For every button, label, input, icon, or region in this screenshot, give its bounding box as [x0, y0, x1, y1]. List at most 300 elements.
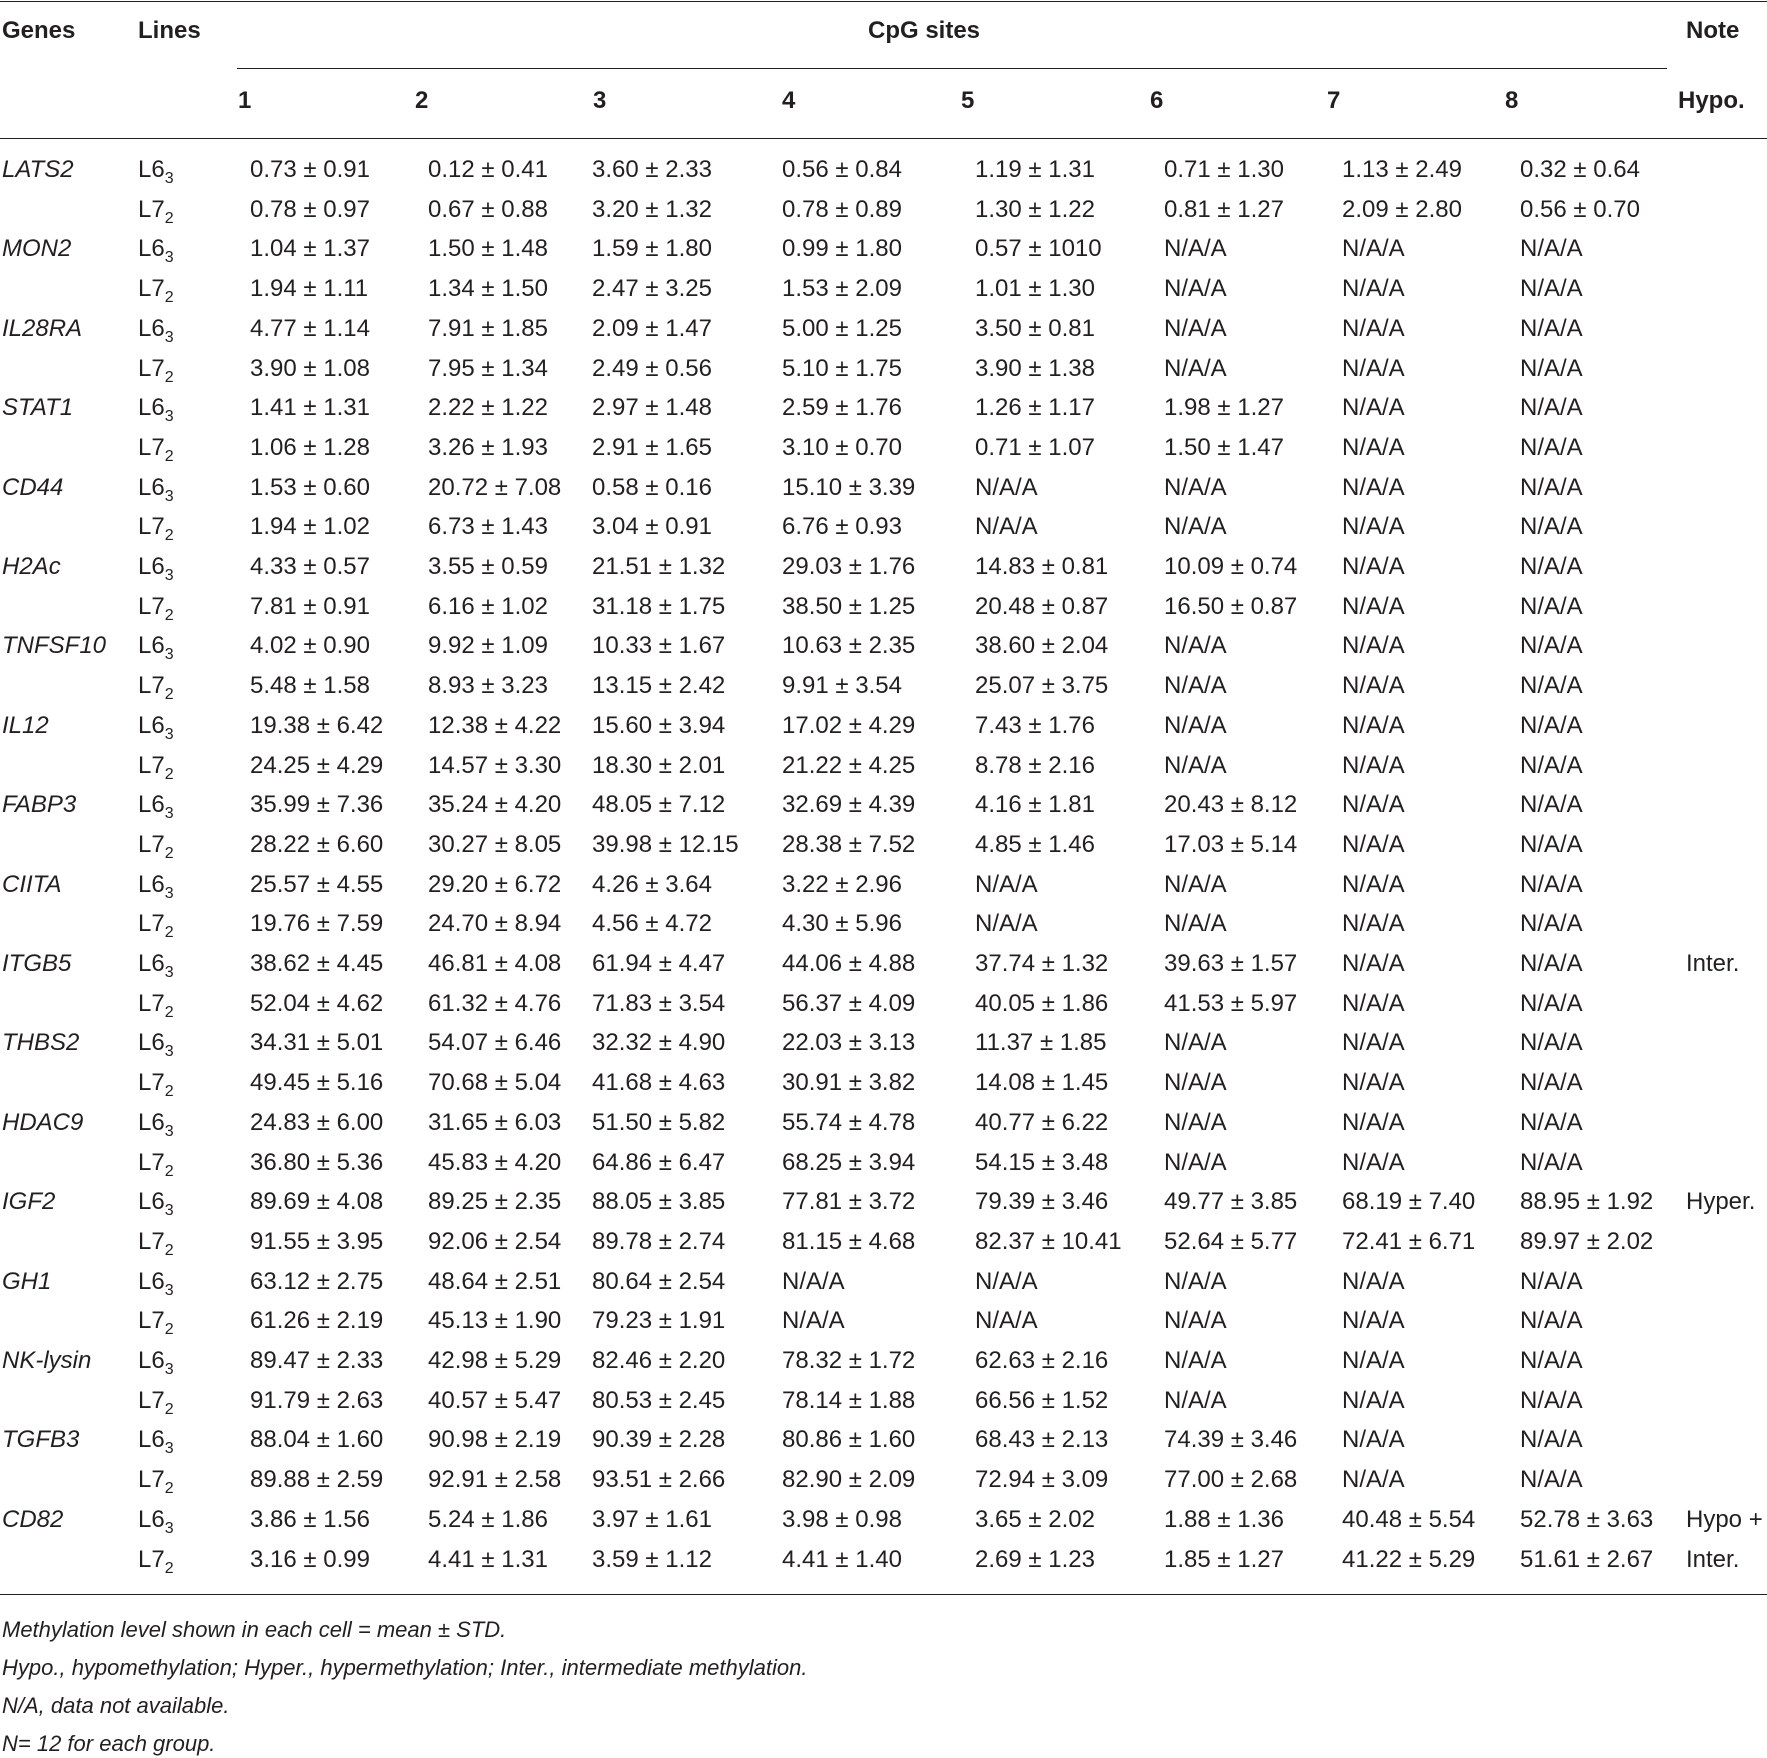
line-label: [138, 195, 174, 225]
value-cell-site-6: 52.64 ± 5.77: [1164, 1228, 1298, 1255]
value-cell-site-3: 3.60 ± 2.33: [592, 156, 712, 183]
line-label-subscript: 3: [164, 1520, 174, 1537]
line-label: [138, 870, 174, 900]
gene-name: CD82: [2, 1506, 64, 1533]
value-cell-site-8: N/A/A: [1520, 474, 1583, 501]
line-label-subscript: 2: [164, 289, 174, 306]
line-label-base: L7: [138, 1069, 165, 1096]
site-header-2: 2: [415, 87, 429, 114]
gene-name: LATS2: [2, 156, 74, 183]
value-cell-site-1: 4.33 ± 0.57: [250, 553, 370, 580]
value-cell-site-1: 88.04 ± 1.60: [250, 1426, 384, 1453]
line-label-subscript: 2: [164, 686, 174, 703]
table-row: [0, 473, 1767, 505]
value-cell-site-2: 6.16 ± 1.02: [428, 593, 548, 620]
line-label-base: L7: [138, 1307, 165, 1334]
value-cell-site-6: 1.50 ± 1.47: [1164, 434, 1284, 461]
line-label: [138, 393, 174, 423]
value-cell-site-1: 63.12 ± 2.75: [250, 1268, 384, 1295]
bottom-rule: [0, 1594, 1767, 1595]
value-cell-site-7: N/A/A: [1342, 1069, 1405, 1096]
value-cell-site-5: 82.37 ± 10.41: [975, 1228, 1122, 1255]
value-cell-site-3: 21.51 ± 1.32: [592, 553, 726, 580]
value-cell-site-1: 61.26 ± 2.19: [250, 1307, 384, 1334]
value-cell-site-2: 0.67 ± 0.88: [428, 196, 548, 223]
value-cell-site-3: 88.05 ± 3.85: [592, 1188, 726, 1215]
line-label: [138, 1545, 174, 1575]
value-cell-site-3: 15.60 ± 3.94: [592, 712, 726, 739]
line-label-base: L7: [138, 1387, 165, 1414]
value-cell-site-3: 2.47 ± 3.25: [592, 275, 712, 302]
line-label-subscript: 2: [164, 924, 174, 941]
value-cell-site-5: 38.60 ± 2.04: [975, 632, 1109, 659]
value-cell-site-4: N/A/A: [782, 1268, 845, 1295]
line-label: [138, 631, 174, 661]
value-cell-site-1: 35.99 ± 7.36: [250, 791, 384, 818]
value-cell-site-5: 20.48 ± 0.87: [975, 593, 1109, 620]
table-row: [0, 314, 1767, 346]
value-cell-site-4: 5.00 ± 1.25: [782, 315, 902, 342]
line-label-base: L7: [138, 1466, 165, 1493]
table-row: [0, 1505, 1767, 1537]
value-cell-site-5: 1.30 ± 1.22: [975, 196, 1095, 223]
value-cell-site-1: 3.16 ± 0.99: [250, 1546, 370, 1573]
table-row: [0, 393, 1767, 425]
value-cell-site-8: N/A/A: [1520, 1109, 1583, 1136]
value-cell-site-4: 22.03 ± 3.13: [782, 1029, 916, 1056]
value-cell-site-2: 92.91 ± 2.58: [428, 1466, 562, 1493]
value-cell-site-5: 66.56 ± 1.52: [975, 1387, 1109, 1414]
value-cell-site-1: 89.47 ± 2.33: [250, 1347, 384, 1374]
value-cell-site-4: 9.91 ± 3.54: [782, 672, 902, 699]
value-cell-site-8: N/A/A: [1520, 910, 1583, 937]
value-cell-site-5: 1.19 ± 1.31: [975, 156, 1095, 183]
note-cell: Inter.: [1686, 1546, 1740, 1573]
line-label-base: L7: [138, 593, 165, 620]
value-cell-site-6: 77.00 ± 2.68: [1164, 1466, 1298, 1493]
value-cell-site-5: 0.57 ± 1010: [975, 235, 1102, 262]
value-cell-site-2: 1.34 ± 1.50: [428, 275, 548, 302]
value-cell-site-2: 89.25 ± 2.35: [428, 1188, 562, 1215]
site-header-5: 5: [961, 87, 975, 114]
line-label-base: L7: [138, 513, 165, 540]
value-cell-site-7: N/A/A: [1342, 235, 1405, 262]
value-cell-site-5: 3.65 ± 2.02: [975, 1506, 1095, 1533]
value-cell-site-3: 82.46 ± 2.20: [592, 1347, 726, 1374]
line-label-subscript: 3: [164, 329, 174, 346]
value-cell-site-6: N/A/A: [1164, 1268, 1227, 1295]
value-cell-site-1: 52.04 ± 4.62: [250, 990, 384, 1017]
value-cell-site-4: 0.56 ± 0.84: [782, 156, 902, 183]
value-cell-site-2: 90.98 ± 2.19: [428, 1426, 562, 1453]
site-header-7: 7: [1327, 87, 1341, 114]
table-row: [0, 1148, 1767, 1180]
value-cell-site-4: 38.50 ± 1.25: [782, 593, 916, 620]
line-label-base: L6: [138, 1188, 165, 1215]
value-cell-site-3: 80.64 ± 2.54: [592, 1268, 726, 1295]
line-label-subscript: 3: [164, 408, 174, 425]
value-cell-site-5: 40.05 ± 1.86: [975, 990, 1109, 1017]
value-cell-site-7: N/A/A: [1342, 712, 1405, 739]
line-label-subscript: 3: [164, 249, 174, 266]
value-cell-site-1: 0.78 ± 0.97: [250, 196, 370, 223]
table-row: [0, 1068, 1767, 1100]
value-cell-site-5: 68.43 ± 2.13: [975, 1426, 1109, 1453]
table-row: [0, 870, 1767, 902]
value-cell-site-4: 2.59 ± 1.76: [782, 394, 902, 421]
value-cell-site-4: 17.02 ± 4.29: [782, 712, 916, 739]
value-cell-site-5: 37.74 ± 1.32: [975, 950, 1109, 977]
line-label: [138, 592, 174, 622]
value-cell-site-1: 89.88 ± 2.59: [250, 1466, 384, 1493]
table-row: [0, 989, 1767, 1021]
footnote-3: N/A, data not available.: [2, 1693, 230, 1718]
value-cell-site-1: 28.22 ± 6.60: [250, 831, 384, 858]
value-cell-site-7: N/A/A: [1342, 950, 1405, 977]
value-cell-site-7: N/A/A: [1342, 632, 1405, 659]
line-label-base: L6: [138, 235, 165, 262]
value-cell-site-3: 64.86 ± 6.47: [592, 1149, 726, 1176]
gene-name: TNFSF10: [2, 632, 107, 659]
gene-name: IL28RA: [2, 315, 83, 342]
line-label-base: L7: [138, 1546, 165, 1573]
line-label: [138, 314, 174, 344]
value-cell-site-3: 89.78 ± 2.74: [592, 1228, 726, 1255]
line-label-subscript: 2: [164, 607, 174, 624]
value-cell-site-5: N/A/A: [975, 1268, 1038, 1295]
value-cell-site-6: 10.09 ± 0.74: [1164, 553, 1298, 580]
table-row: [0, 1425, 1767, 1457]
line-label: [138, 1267, 174, 1297]
value-cell-site-3: 4.26 ± 3.64: [592, 871, 712, 898]
value-cell-site-1: 89.69 ± 4.08: [250, 1188, 384, 1215]
value-cell-site-7: 41.22 ± 5.29: [1342, 1546, 1476, 1573]
line-label: [138, 552, 174, 582]
line-label-base: L6: [138, 632, 165, 659]
value-cell-site-7: 1.13 ± 2.49: [1342, 156, 1462, 183]
value-cell-site-4: 1.53 ± 2.09: [782, 275, 902, 302]
value-cell-site-2: 29.20 ± 6.72: [428, 871, 562, 898]
table-row: [0, 512, 1767, 544]
value-cell-site-7: N/A/A: [1342, 474, 1405, 501]
value-cell-site-2: 24.70 ± 8.94: [428, 910, 562, 937]
value-cell-site-1: 1.94 ± 1.02: [250, 513, 370, 540]
line-label: [138, 1227, 174, 1257]
value-cell-site-2: 30.27 ± 8.05: [428, 831, 562, 858]
value-cell-site-2: 14.57 ± 3.30: [428, 752, 562, 779]
value-cell-site-8: N/A/A: [1520, 275, 1583, 302]
value-cell-site-3: 41.68 ± 4.63: [592, 1069, 726, 1096]
value-cell-site-1: 19.38 ± 6.42: [250, 712, 384, 739]
value-cell-site-4: 28.38 ± 7.52: [782, 831, 916, 858]
value-cell-site-6: N/A/A: [1164, 871, 1227, 898]
table-row: [0, 1386, 1767, 1418]
value-cell-site-4: 0.99 ± 1.80: [782, 235, 902, 262]
value-cell-site-3: 3.04 ± 0.91: [592, 513, 712, 540]
value-cell-site-5: 40.77 ± 6.22: [975, 1109, 1109, 1136]
gene-name: CD44: [2, 474, 64, 501]
value-cell-site-5: 1.26 ± 1.17: [975, 394, 1095, 421]
value-cell-site-2: 5.24 ± 1.86: [428, 1506, 548, 1533]
value-cell-site-2: 7.95 ± 1.34: [428, 355, 548, 382]
value-cell-site-4: 81.15 ± 4.68: [782, 1228, 916, 1255]
value-cell-site-2: 54.07 ± 6.46: [428, 1029, 562, 1056]
value-cell-site-6: 1.88 ± 1.36: [1164, 1506, 1284, 1533]
top-rule: [0, 1, 1767, 2]
value-cell-site-6: N/A/A: [1164, 712, 1227, 739]
value-cell-site-1: 1.53 ± 0.60: [250, 474, 370, 501]
value-cell-site-5: N/A/A: [975, 474, 1038, 501]
value-cell-site-1: 24.25 ± 4.29: [250, 752, 384, 779]
value-cell-site-2: 8.93 ± 3.23: [428, 672, 548, 699]
value-cell-site-4: 80.86 ± 1.60: [782, 1426, 916, 1453]
value-cell-site-5: 2.69 ± 1.23: [975, 1546, 1095, 1573]
value-cell-site-3: 18.30 ± 2.01: [592, 752, 726, 779]
value-cell-site-1: 34.31 ± 5.01: [250, 1029, 384, 1056]
value-cell-site-7: N/A/A: [1342, 1466, 1405, 1493]
line-label-subscript: 2: [164, 766, 174, 783]
table-row: [0, 234, 1767, 266]
line-label-base: L7: [138, 910, 165, 937]
value-cell-site-1: 3.90 ± 1.08: [250, 355, 370, 382]
value-cell-site-3: 3.59 ± 1.12: [592, 1546, 712, 1573]
value-cell-site-5: 25.07 ± 3.75: [975, 672, 1109, 699]
value-cell-site-6: N/A/A: [1164, 752, 1227, 779]
value-cell-site-8: N/A/A: [1520, 1466, 1583, 1493]
value-cell-site-2: 31.65 ± 6.03: [428, 1109, 562, 1136]
line-label-base: L6: [138, 712, 165, 739]
value-cell-site-2: 3.26 ± 1.93: [428, 434, 548, 461]
value-cell-site-2: 3.55 ± 0.59: [428, 553, 548, 580]
value-cell-site-6: 0.71 ± 1.30: [1164, 156, 1284, 183]
line-label-subscript: 2: [164, 1083, 174, 1100]
value-cell-site-5: 1.01 ± 1.30: [975, 275, 1095, 302]
table-row: [0, 790, 1767, 822]
table-row: [0, 751, 1767, 783]
value-cell-site-7: N/A/A: [1342, 831, 1405, 858]
site-header-4: 4: [782, 87, 796, 114]
value-cell-site-8: N/A/A: [1520, 1426, 1583, 1453]
line-label-subscript: 2: [164, 1560, 174, 1577]
value-cell-site-3: 2.09 ± 1.47: [592, 315, 712, 342]
value-cell-site-7: N/A/A: [1342, 1109, 1405, 1136]
value-cell-site-6: 17.03 ± 5.14: [1164, 831, 1298, 858]
value-cell-site-1: 1.04 ± 1.37: [250, 235, 370, 262]
value-cell-site-2: 70.68 ± 5.04: [428, 1069, 562, 1096]
line-label: [138, 1346, 174, 1376]
value-cell-site-4: 56.37 ± 4.09: [782, 990, 916, 1017]
line-label: [138, 1108, 174, 1138]
line-label-base: L6: [138, 1109, 165, 1136]
value-cell-site-8: N/A/A: [1520, 394, 1583, 421]
value-cell-site-2: 46.81 ± 4.08: [428, 950, 562, 977]
value-cell-site-6: 1.85 ± 1.27: [1164, 1546, 1284, 1573]
value-cell-site-1: 0.73 ± 0.91: [250, 156, 370, 183]
line-label-base: L6: [138, 1506, 165, 1533]
line-label-base: L6: [138, 791, 165, 818]
value-cell-site-6: N/A/A: [1164, 235, 1227, 262]
value-cell-site-7: N/A/A: [1342, 275, 1405, 302]
value-cell-site-7: N/A/A: [1342, 1347, 1405, 1374]
value-cell-site-8: N/A/A: [1520, 950, 1583, 977]
site-header-8: 8: [1505, 87, 1519, 114]
value-cell-site-5: 14.08 ± 1.45: [975, 1069, 1109, 1096]
value-cell-site-1: 1.94 ± 1.11: [250, 275, 369, 302]
site-header-3: 3: [593, 87, 607, 114]
gene-name: MON2: [2, 235, 72, 262]
value-cell-site-3: 3.20 ± 1.32: [592, 196, 712, 223]
value-cell-site-8: N/A/A: [1520, 712, 1583, 739]
line-label: [138, 1068, 174, 1098]
line-label-subscript: 3: [164, 885, 174, 902]
value-cell-site-6: N/A/A: [1164, 1149, 1227, 1176]
value-cell-site-6: N/A/A: [1164, 672, 1227, 699]
note-cell: Hyper.: [1686, 1188, 1756, 1215]
value-cell-site-1: 7.81 ± 0.91: [250, 593, 370, 620]
line-label: [138, 989, 174, 1019]
line-label-base: L6: [138, 394, 165, 421]
footnote-2: Hypo., hypomethylation; Hyper., hypermethylation; Inter., intermediate methylation.: [2, 1655, 808, 1680]
line-label-subscript: 3: [164, 1361, 174, 1378]
value-cell-site-3: 48.05 ± 7.12: [592, 791, 726, 818]
value-cell-site-1: 1.41 ± 1.31: [250, 394, 370, 421]
value-cell-site-8: N/A/A: [1520, 1387, 1583, 1414]
value-cell-site-2: 9.92 ± 1.09: [428, 632, 548, 659]
value-cell-site-5: 79.39 ± 3.46: [975, 1188, 1109, 1215]
value-cell-site-6: 41.53 ± 5.97: [1164, 990, 1298, 1017]
header-genes: Genes: [2, 17, 76, 44]
value-cell-site-6: N/A/A: [1164, 355, 1227, 382]
value-cell-site-3: 71.83 ± 3.54: [592, 990, 726, 1017]
value-cell-site-2: 48.64 ± 2.51: [428, 1268, 562, 1295]
line-label-subscript: 3: [164, 567, 174, 584]
table-row: [0, 592, 1767, 624]
value-cell-site-4: 4.41 ± 1.40: [782, 1546, 902, 1573]
value-cell-site-3: 93.51 ± 2.66: [592, 1466, 726, 1493]
value-cell-site-1: 38.62 ± 4.45: [250, 950, 384, 977]
table-row: [0, 631, 1767, 663]
line-label-subscript: 2: [164, 1321, 174, 1338]
value-cell-site-8: 88.95 ± 1.92: [1520, 1188, 1654, 1215]
gene-name: H2Ac: [2, 553, 61, 580]
value-cell-site-2: 35.24 ± 4.20: [428, 791, 562, 818]
value-cell-site-1: 5.48 ± 1.58: [250, 672, 370, 699]
value-cell-site-8: N/A/A: [1520, 553, 1583, 580]
value-cell-site-1: 19.76 ± 7.59: [250, 910, 384, 937]
value-cell-site-6: 39.63 ± 1.57: [1164, 950, 1298, 977]
line-label-subscript: 2: [164, 1401, 174, 1418]
table-row: [0, 1346, 1767, 1378]
value-cell-site-7: N/A/A: [1342, 553, 1405, 580]
value-cell-site-2: 61.32 ± 4.76: [428, 990, 562, 1017]
value-cell-site-7: N/A/A: [1342, 394, 1405, 421]
value-cell-site-4: 3.22 ± 2.96: [782, 871, 902, 898]
value-cell-site-7: N/A/A: [1342, 1149, 1405, 1176]
value-cell-site-5: 3.50 ± 0.81: [975, 315, 1095, 342]
value-cell-site-3: 39.98 ± 12.15: [592, 831, 739, 858]
line-label: [138, 274, 174, 304]
value-cell-site-2: 7.91 ± 1.85: [428, 315, 548, 342]
note-cell: Inter.: [1686, 950, 1740, 977]
value-cell-site-6: N/A/A: [1164, 632, 1227, 659]
header-lines: Lines: [138, 17, 201, 44]
line-label: [138, 354, 174, 384]
value-cell-site-6: N/A/A: [1164, 474, 1227, 501]
value-cell-site-2: 45.83 ± 4.20: [428, 1149, 562, 1176]
value-cell-site-5: 54.15 ± 3.48: [975, 1149, 1109, 1176]
site-header-6: 6: [1150, 87, 1164, 114]
value-cell-site-7: 72.41 ± 6.71: [1342, 1228, 1476, 1255]
value-cell-site-8: N/A/A: [1520, 1268, 1583, 1295]
line-label-base: L6: [138, 474, 165, 501]
line-label-base: L6: [138, 156, 165, 183]
line-label-subscript: 3: [164, 646, 174, 663]
value-cell-site-6: N/A/A: [1164, 1109, 1227, 1136]
line-label: [138, 1465, 174, 1495]
value-cell-site-5: 0.71 ± 1.07: [975, 434, 1095, 461]
value-cell-site-7: N/A/A: [1342, 1387, 1405, 1414]
value-cell-site-8: N/A/A: [1520, 235, 1583, 262]
header-rule: [0, 138, 1767, 139]
value-cell-site-5: N/A/A: [975, 1307, 1038, 1334]
value-cell-site-6: N/A/A: [1164, 1307, 1227, 1334]
value-cell-site-6: N/A/A: [1164, 1387, 1227, 1414]
value-cell-site-8: N/A/A: [1520, 632, 1583, 659]
table-row: [0, 1465, 1767, 1497]
gene-name: IL12: [2, 712, 49, 739]
value-cell-site-7: N/A/A: [1342, 355, 1405, 382]
value-cell-site-4: 78.32 ± 1.72: [782, 1347, 916, 1374]
value-cell-site-2: 12.38 ± 4.22: [428, 712, 562, 739]
value-cell-site-3: 13.15 ± 2.42: [592, 672, 726, 699]
value-cell-site-7: N/A/A: [1342, 791, 1405, 818]
value-cell-site-5: 11.37 ± 1.85: [975, 1029, 1107, 1056]
line-label-base: L6: [138, 950, 165, 977]
value-cell-site-4: 0.78 ± 0.89: [782, 196, 902, 223]
value-cell-site-6: 74.39 ± 3.46: [1164, 1426, 1298, 1453]
value-cell-site-3: 2.91 ± 1.65: [592, 434, 712, 461]
value-cell-site-6: 49.77 ± 3.85: [1164, 1188, 1298, 1215]
line-label-subscript: 2: [164, 845, 174, 862]
gene-name: HDAC9: [2, 1109, 84, 1136]
value-cell-site-2: 1.50 ± 1.48: [428, 235, 548, 262]
value-cell-site-1: 4.77 ± 1.14: [250, 315, 370, 342]
value-cell-site-1: 91.55 ± 3.95: [250, 1228, 384, 1255]
value-cell-site-8: N/A/A: [1520, 434, 1583, 461]
line-label-base: L7: [138, 990, 165, 1017]
value-cell-site-4: 44.06 ± 4.88: [782, 950, 916, 977]
line-label-base: L6: [138, 1347, 165, 1374]
value-cell-site-5: 72.94 ± 3.09: [975, 1466, 1109, 1493]
value-cell-site-8: 89.97 ± 2.02: [1520, 1228, 1654, 1255]
line-label-subscript: 3: [164, 1202, 174, 1219]
line-label-subscript: 2: [164, 210, 174, 227]
value-cell-site-2: 4.41 ± 1.31: [428, 1546, 548, 1573]
value-cell-site-6: 1.98 ± 1.27: [1164, 394, 1284, 421]
line-label: [138, 1386, 174, 1416]
value-cell-site-7: N/A/A: [1342, 434, 1405, 461]
gene-name: NK-lysin: [2, 1347, 92, 1374]
value-cell-site-2: 6.73 ± 1.43: [428, 513, 548, 540]
line-label-base: L7: [138, 275, 165, 302]
value-cell-site-4: 32.69 ± 4.39: [782, 791, 916, 818]
table-row: [0, 711, 1767, 743]
line-label-subscript: 2: [164, 1163, 174, 1180]
value-cell-site-8: 0.32 ± 0.64: [1520, 156, 1640, 183]
value-cell-site-4: N/A/A: [782, 1307, 845, 1334]
value-cell-site-4: 15.10 ± 3.39: [782, 474, 916, 501]
line-label-subscript: 3: [164, 1043, 174, 1060]
